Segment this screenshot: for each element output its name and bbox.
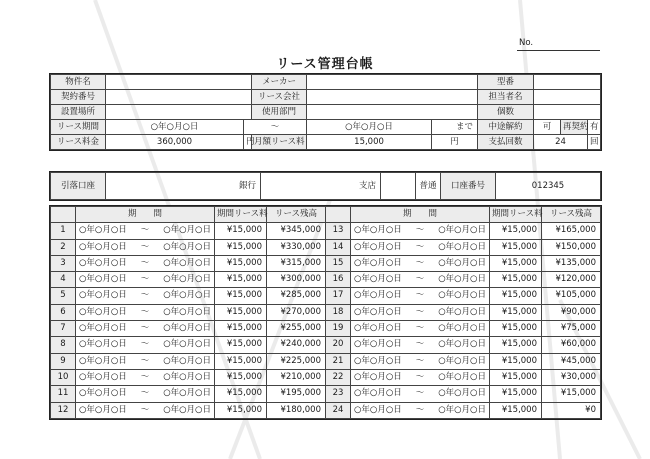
- info-table: [50, 74, 601, 150]
- table-row: [51, 402, 601, 418]
- row-number: 10: [51, 369, 76, 385]
- number-header: [326, 207, 351, 223]
- row-number: 2: [51, 239, 76, 255]
- row-balance[interactable]: ¥315,000: [267, 255, 326, 271]
- period-end: ○年○月○日: [438, 290, 486, 301]
- cancel-label: 中途解約: [478, 120, 534, 135]
- row-balance[interactable]: ¥180,000: [267, 402, 326, 418]
- quantity-label: 個数: [478, 105, 534, 120]
- contract-no-label: 契約番号: [51, 90, 106, 105]
- period-range: [351, 321, 489, 336]
- row-fee[interactable]: ¥15,000: [490, 239, 542, 255]
- period-start: ○年○月○日: [79, 404, 127, 415]
- period-end: ○年○月○日: [438, 404, 486, 415]
- payment-count-kai: 回: [588, 135, 601, 150]
- period-tilde: 〜: [415, 323, 425, 334]
- maker-field[interactable]: [307, 75, 478, 90]
- period-start: ○年○月○日: [354, 371, 402, 382]
- period-start: ○年○月○日: [354, 306, 402, 317]
- period-start: ○年○月○日: [354, 404, 402, 415]
- row-fee[interactable]: ¥15,000: [215, 386, 267, 402]
- blank-cell: [381, 173, 416, 200]
- table-row: [51, 239, 601, 255]
- balance-header: リース残高: [267, 207, 326, 223]
- period-start: ○年○月○日: [354, 339, 402, 350]
- row-fee[interactable]: ¥15,000: [215, 255, 267, 271]
- row-period[interactable]: [76, 402, 215, 418]
- account-label: 引落口座: [51, 173, 106, 200]
- row-balance[interactable]: ¥300,000: [267, 272, 326, 288]
- period-range: [351, 305, 489, 320]
- row-fee[interactable]: ¥15,000: [490, 288, 542, 304]
- period-range: [351, 240, 489, 255]
- period-tilde: 〜: [415, 355, 425, 366]
- row-number: 15: [326, 255, 351, 271]
- person-in-charge-field[interactable]: [534, 90, 601, 105]
- row-fee[interactable]: ¥15,000: [490, 255, 542, 271]
- period-tilde: 〜: [415, 257, 425, 268]
- row-number: 21: [326, 353, 351, 369]
- payment-count-label: 支払回数: [478, 135, 534, 150]
- row-period[interactable]: [76, 337, 215, 353]
- row-fee[interactable]: ¥15,000: [215, 272, 267, 288]
- period-end: ○年○月○日: [438, 274, 486, 285]
- period-start: ○年○月○日: [79, 339, 127, 350]
- property-name-label: 物件名: [51, 75, 106, 90]
- row-balance[interactable]: ¥225,000: [267, 353, 326, 369]
- table-row: [51, 255, 601, 271]
- period-end: ○年○月○日: [163, 371, 211, 382]
- lease-company-label: リース会社: [252, 90, 307, 105]
- period-tilde: 〜: [140, 306, 150, 317]
- period-tilde: 〜: [140, 355, 150, 366]
- row-number: 6: [51, 304, 76, 320]
- row-period[interactable]: [76, 255, 215, 271]
- period-range: [76, 223, 214, 238]
- bank-name[interactable]: 銀行: [106, 173, 261, 200]
- period-start: ○年○月○日: [354, 355, 402, 366]
- period-range: [76, 386, 214, 401]
- row-period[interactable]: [76, 223, 215, 239]
- row-period[interactable]: [351, 337, 490, 353]
- period-end: ○年○月○日: [438, 371, 486, 382]
- row-period[interactable]: [351, 288, 490, 304]
- period-range: [351, 337, 489, 352]
- row-period[interactable]: [76, 288, 215, 304]
- period-tilde: 〜: [415, 225, 425, 236]
- number-header: [51, 207, 76, 223]
- row-balance[interactable]: ¥255,000: [267, 321, 326, 337]
- row-fee[interactable]: ¥15,000: [490, 337, 542, 353]
- department-label: 使用部門: [252, 105, 307, 120]
- row-number: 20: [326, 337, 351, 353]
- page-title: リース管理台帳: [276, 57, 374, 72]
- period-tilde: 〜: [415, 241, 425, 252]
- period-tilde: 〜: [415, 371, 425, 382]
- period-tilde: 〜: [140, 371, 150, 382]
- table-row: [51, 223, 601, 239]
- period-range: [76, 256, 214, 271]
- lease-fee-value[interactable]: 360,000: [106, 135, 244, 150]
- row-number: 18: [326, 304, 351, 320]
- row-period[interactable]: [351, 402, 490, 418]
- period-end[interactable]: ○年○月○日: [307, 120, 432, 135]
- period-end: ○年○月○日: [163, 274, 211, 285]
- period-end: ○年○月○日: [438, 306, 486, 317]
- row-fee[interactable]: ¥15,000: [490, 353, 542, 369]
- row-balance[interactable]: ¥75,000: [542, 321, 601, 337]
- property-name-field[interactable]: [106, 75, 252, 90]
- lease-period-label: リース期間: [51, 120, 106, 135]
- period-end: ○年○月○日: [163, 323, 211, 334]
- row-period[interactable]: [351, 353, 490, 369]
- model-field[interactable]: [534, 75, 601, 90]
- row-balance[interactable]: ¥150,000: [542, 239, 601, 255]
- period-tilde: 〜: [140, 339, 150, 350]
- recontract-label: 再契約: [561, 120, 588, 135]
- row-fee[interactable]: ¥15,000: [490, 369, 542, 385]
- period-tilde: 〜: [140, 241, 150, 252]
- row-balance[interactable]: ¥165,000: [542, 223, 601, 239]
- period-tilde: 〜: [415, 388, 425, 399]
- row-balance[interactable]: ¥330,000: [267, 239, 326, 255]
- period-start: ○年○月○日: [79, 257, 127, 268]
- row-fee[interactable]: ¥15,000: [215, 369, 267, 385]
- period-range: [351, 272, 489, 287]
- period-end: ○年○月○日: [163, 306, 211, 317]
- row-number: 16: [326, 272, 351, 288]
- period-start: ○年○月○日: [79, 274, 127, 285]
- fee-header: 期間リース料: [490, 207, 542, 223]
- row-number: 5: [51, 288, 76, 304]
- model-label: 型番: [478, 75, 534, 90]
- row-fee[interactable]: ¥15,000: [215, 321, 267, 337]
- period-start: ○年○月○日: [354, 323, 402, 334]
- period-range: [76, 370, 214, 385]
- period-end: ○年○月○日: [438, 323, 486, 334]
- row-number: 1: [51, 223, 76, 239]
- row-number: 23: [326, 386, 351, 402]
- row-fee[interactable]: ¥15,000: [490, 402, 542, 418]
- period-start: ○年○月○日: [354, 225, 402, 236]
- period-range: [351, 256, 489, 271]
- row-fee[interactable]: ¥15,000: [490, 272, 542, 288]
- row-number: 7: [51, 321, 76, 337]
- period-range: [76, 321, 214, 336]
- period-end: ○年○月○日: [438, 241, 486, 252]
- period-tilde: 〜: [140, 404, 150, 415]
- row-fee[interactable]: ¥15,000: [215, 304, 267, 320]
- period-start: ○年○月○日: [354, 388, 402, 399]
- balance-header: リース残高: [542, 207, 601, 223]
- row-balance[interactable]: ¥90,000: [542, 304, 601, 320]
- period-end: ○年○月○日: [438, 225, 486, 236]
- period-tilde: 〜: [140, 257, 150, 268]
- table-row: [51, 386, 601, 402]
- quantity-field[interactable]: [534, 105, 601, 120]
- row-balance[interactable]: ¥345,000: [267, 223, 326, 239]
- row-balance[interactable]: ¥45,000: [542, 353, 601, 369]
- period-end: ○年○月○日: [163, 257, 211, 268]
- table-row: [51, 272, 601, 288]
- row-period[interactable]: [351, 223, 490, 239]
- period-end: ○年○月○日: [163, 404, 211, 415]
- row-period[interactable]: [351, 272, 490, 288]
- period-start: ○年○月○日: [79, 241, 127, 252]
- monthly-fee-value[interactable]: 15,000: [307, 135, 432, 150]
- bank-table: [50, 172, 601, 200]
- period-tilde: 〜: [415, 274, 425, 285]
- period-start: ○年○月○日: [354, 290, 402, 301]
- row-balance[interactable]: ¥210,000: [267, 369, 326, 385]
- row-period[interactable]: [351, 386, 490, 402]
- period-end: ○年○月○日: [438, 257, 486, 268]
- period-start: ○年○月○日: [79, 290, 127, 301]
- period-range: [76, 240, 214, 255]
- row-balance[interactable]: ¥270,000: [267, 304, 326, 320]
- period-range: [76, 337, 214, 352]
- period-range: [351, 288, 489, 303]
- schedule-table: [50, 206, 601, 419]
- period-start: ○年○月○日: [354, 257, 402, 268]
- row-fee[interactable]: ¥15,000: [215, 239, 267, 255]
- period-range: [351, 403, 489, 418]
- lease-fee-yen: 円: [244, 135, 252, 150]
- row-period[interactable]: [76, 272, 215, 288]
- table-row: [51, 304, 601, 320]
- person-in-charge-label: 担当者名: [478, 90, 534, 105]
- contract-no-field[interactable]: [106, 90, 252, 105]
- period-start: ○年○月○日: [79, 355, 127, 366]
- row-balance[interactable]: ¥285,000: [267, 288, 326, 304]
- period-end: ○年○月○日: [163, 388, 211, 399]
- table-row: [51, 369, 601, 385]
- row-number: 4: [51, 272, 76, 288]
- lease-company-field[interactable]: [307, 90, 478, 105]
- row-number: 22: [326, 369, 351, 385]
- branch-name[interactable]: 支店: [261, 173, 381, 200]
- period-range: [351, 370, 489, 385]
- row-period[interactable]: [76, 386, 215, 402]
- period-range: [351, 354, 489, 369]
- row-period[interactable]: [76, 321, 215, 337]
- row-balance[interactable]: ¥120,000: [542, 272, 601, 288]
- row-period[interactable]: [76, 304, 215, 320]
- row-fee[interactable]: ¥15,000: [215, 223, 267, 239]
- account-type[interactable]: 普通: [416, 173, 441, 200]
- row-period[interactable]: [351, 304, 490, 320]
- monthly-fee-yen: 円: [432, 135, 478, 150]
- period-tilde: 〜: [415, 339, 425, 350]
- period-made: まで: [432, 120, 478, 135]
- location-field[interactable]: [106, 105, 252, 120]
- period-start: ○年○月○日: [79, 388, 127, 399]
- period-tilde: 〜: [415, 404, 425, 415]
- row-balance[interactable]: ¥15,000: [542, 386, 601, 402]
- period-start: ○年○月○日: [79, 371, 127, 382]
- row-fee[interactable]: ¥15,000: [490, 386, 542, 402]
- row-balance[interactable]: ¥30,000: [542, 369, 601, 385]
- row-balance[interactable]: ¥135,000: [542, 255, 601, 271]
- period-end: ○年○月○日: [163, 339, 211, 350]
- row-balance[interactable]: ¥105,000: [542, 288, 601, 304]
- table-row: [51, 353, 601, 369]
- number-underline: [517, 50, 600, 51]
- cancel-value[interactable]: 可: [534, 120, 561, 135]
- location-label: 設置場所: [51, 105, 106, 120]
- row-number: 3: [51, 255, 76, 271]
- row-period[interactable]: [351, 239, 490, 255]
- row-fee[interactable]: ¥15,000: [215, 402, 267, 418]
- period-range: [351, 386, 489, 401]
- period-start: ○年○月○日: [354, 274, 402, 285]
- period-start: ○年○月○日: [79, 306, 127, 317]
- period-end: ○年○月○日: [438, 339, 486, 350]
- period-end: ○年○月○日: [163, 225, 211, 236]
- period-tilde: 〜: [415, 290, 425, 301]
- period-end: ○年○月○日: [438, 388, 486, 399]
- period-range: [76, 272, 214, 287]
- period-range: [351, 223, 489, 238]
- department-field[interactable]: [307, 105, 478, 120]
- period-tilde: 〜: [140, 388, 150, 399]
- lease-fee-label: リース料金: [51, 135, 106, 150]
- row-balance[interactable]: ¥60,000: [542, 337, 601, 353]
- row-period[interactable]: [351, 369, 490, 385]
- row-number: 17: [326, 288, 351, 304]
- table-row: [51, 321, 601, 337]
- period-header: 期 間: [76, 207, 215, 223]
- row-balance[interactable]: ¥195,000: [267, 386, 326, 402]
- period-start: ○年○月○日: [354, 241, 402, 252]
- period-tilde: 〜: [415, 306, 425, 317]
- payment-count-value[interactable]: 24: [534, 135, 588, 150]
- period-end: ○年○月○日: [438, 355, 486, 366]
- row-fee[interactable]: ¥15,000: [490, 321, 542, 337]
- period-range: [76, 305, 214, 320]
- row-fee[interactable]: ¥15,000: [490, 304, 542, 320]
- period-tilde: 〜: [244, 120, 307, 135]
- row-number: 14: [326, 239, 351, 255]
- period-tilde: 〜: [140, 290, 150, 301]
- account-no[interactable]: 012345: [496, 173, 601, 200]
- period-tilde: 〜: [140, 323, 150, 334]
- period-start: ○年○月○日: [79, 225, 127, 236]
- period-tilde: 〜: [140, 225, 150, 236]
- row-balance[interactable]: ¥0: [542, 402, 601, 418]
- row-number: 8: [51, 337, 76, 353]
- row-period[interactable]: [76, 239, 215, 255]
- table-row: [51, 337, 601, 353]
- number-label: No.: [519, 38, 534, 48]
- account-no-label: 口座番号: [441, 173, 496, 200]
- row-balance[interactable]: ¥240,000: [267, 337, 326, 353]
- period-range: [76, 288, 214, 303]
- row-number: 11: [51, 386, 76, 402]
- row-number: 24: [326, 402, 351, 418]
- period-end: ○年○月○日: [163, 241, 211, 252]
- monthly-fee-label: 月額リース料: [252, 135, 307, 150]
- period-start: ○年○月○日: [79, 323, 127, 334]
- row-period[interactable]: [76, 369, 215, 385]
- maker-label: メーカー: [252, 75, 307, 90]
- table-row: [51, 288, 601, 304]
- row-fee[interactable]: ¥15,000: [215, 288, 267, 304]
- period-start[interactable]: ○年○月○日: [106, 120, 244, 135]
- period-end: ○年○月○日: [163, 290, 211, 301]
- row-fee[interactable]: ¥15,000: [215, 337, 267, 353]
- period-range: [76, 354, 214, 369]
- row-period[interactable]: [351, 255, 490, 271]
- row-period[interactable]: [351, 321, 490, 337]
- row-fee[interactable]: ¥15,000: [490, 223, 542, 239]
- period-tilde: 〜: [140, 274, 150, 285]
- row-number: 19: [326, 321, 351, 337]
- row-period[interactable]: [76, 353, 215, 369]
- period-header: 期 間: [351, 207, 490, 223]
- row-fee[interactable]: ¥15,000: [215, 353, 267, 369]
- period-range: [76, 403, 214, 418]
- row-number: 13: [326, 223, 351, 239]
- fee-header: 期間リース料: [215, 207, 267, 223]
- row-number: 9: [51, 353, 76, 369]
- period-end: ○年○月○日: [163, 355, 211, 366]
- row-number: 12: [51, 402, 76, 418]
- recontract-value[interactable]: 有: [588, 120, 601, 135]
